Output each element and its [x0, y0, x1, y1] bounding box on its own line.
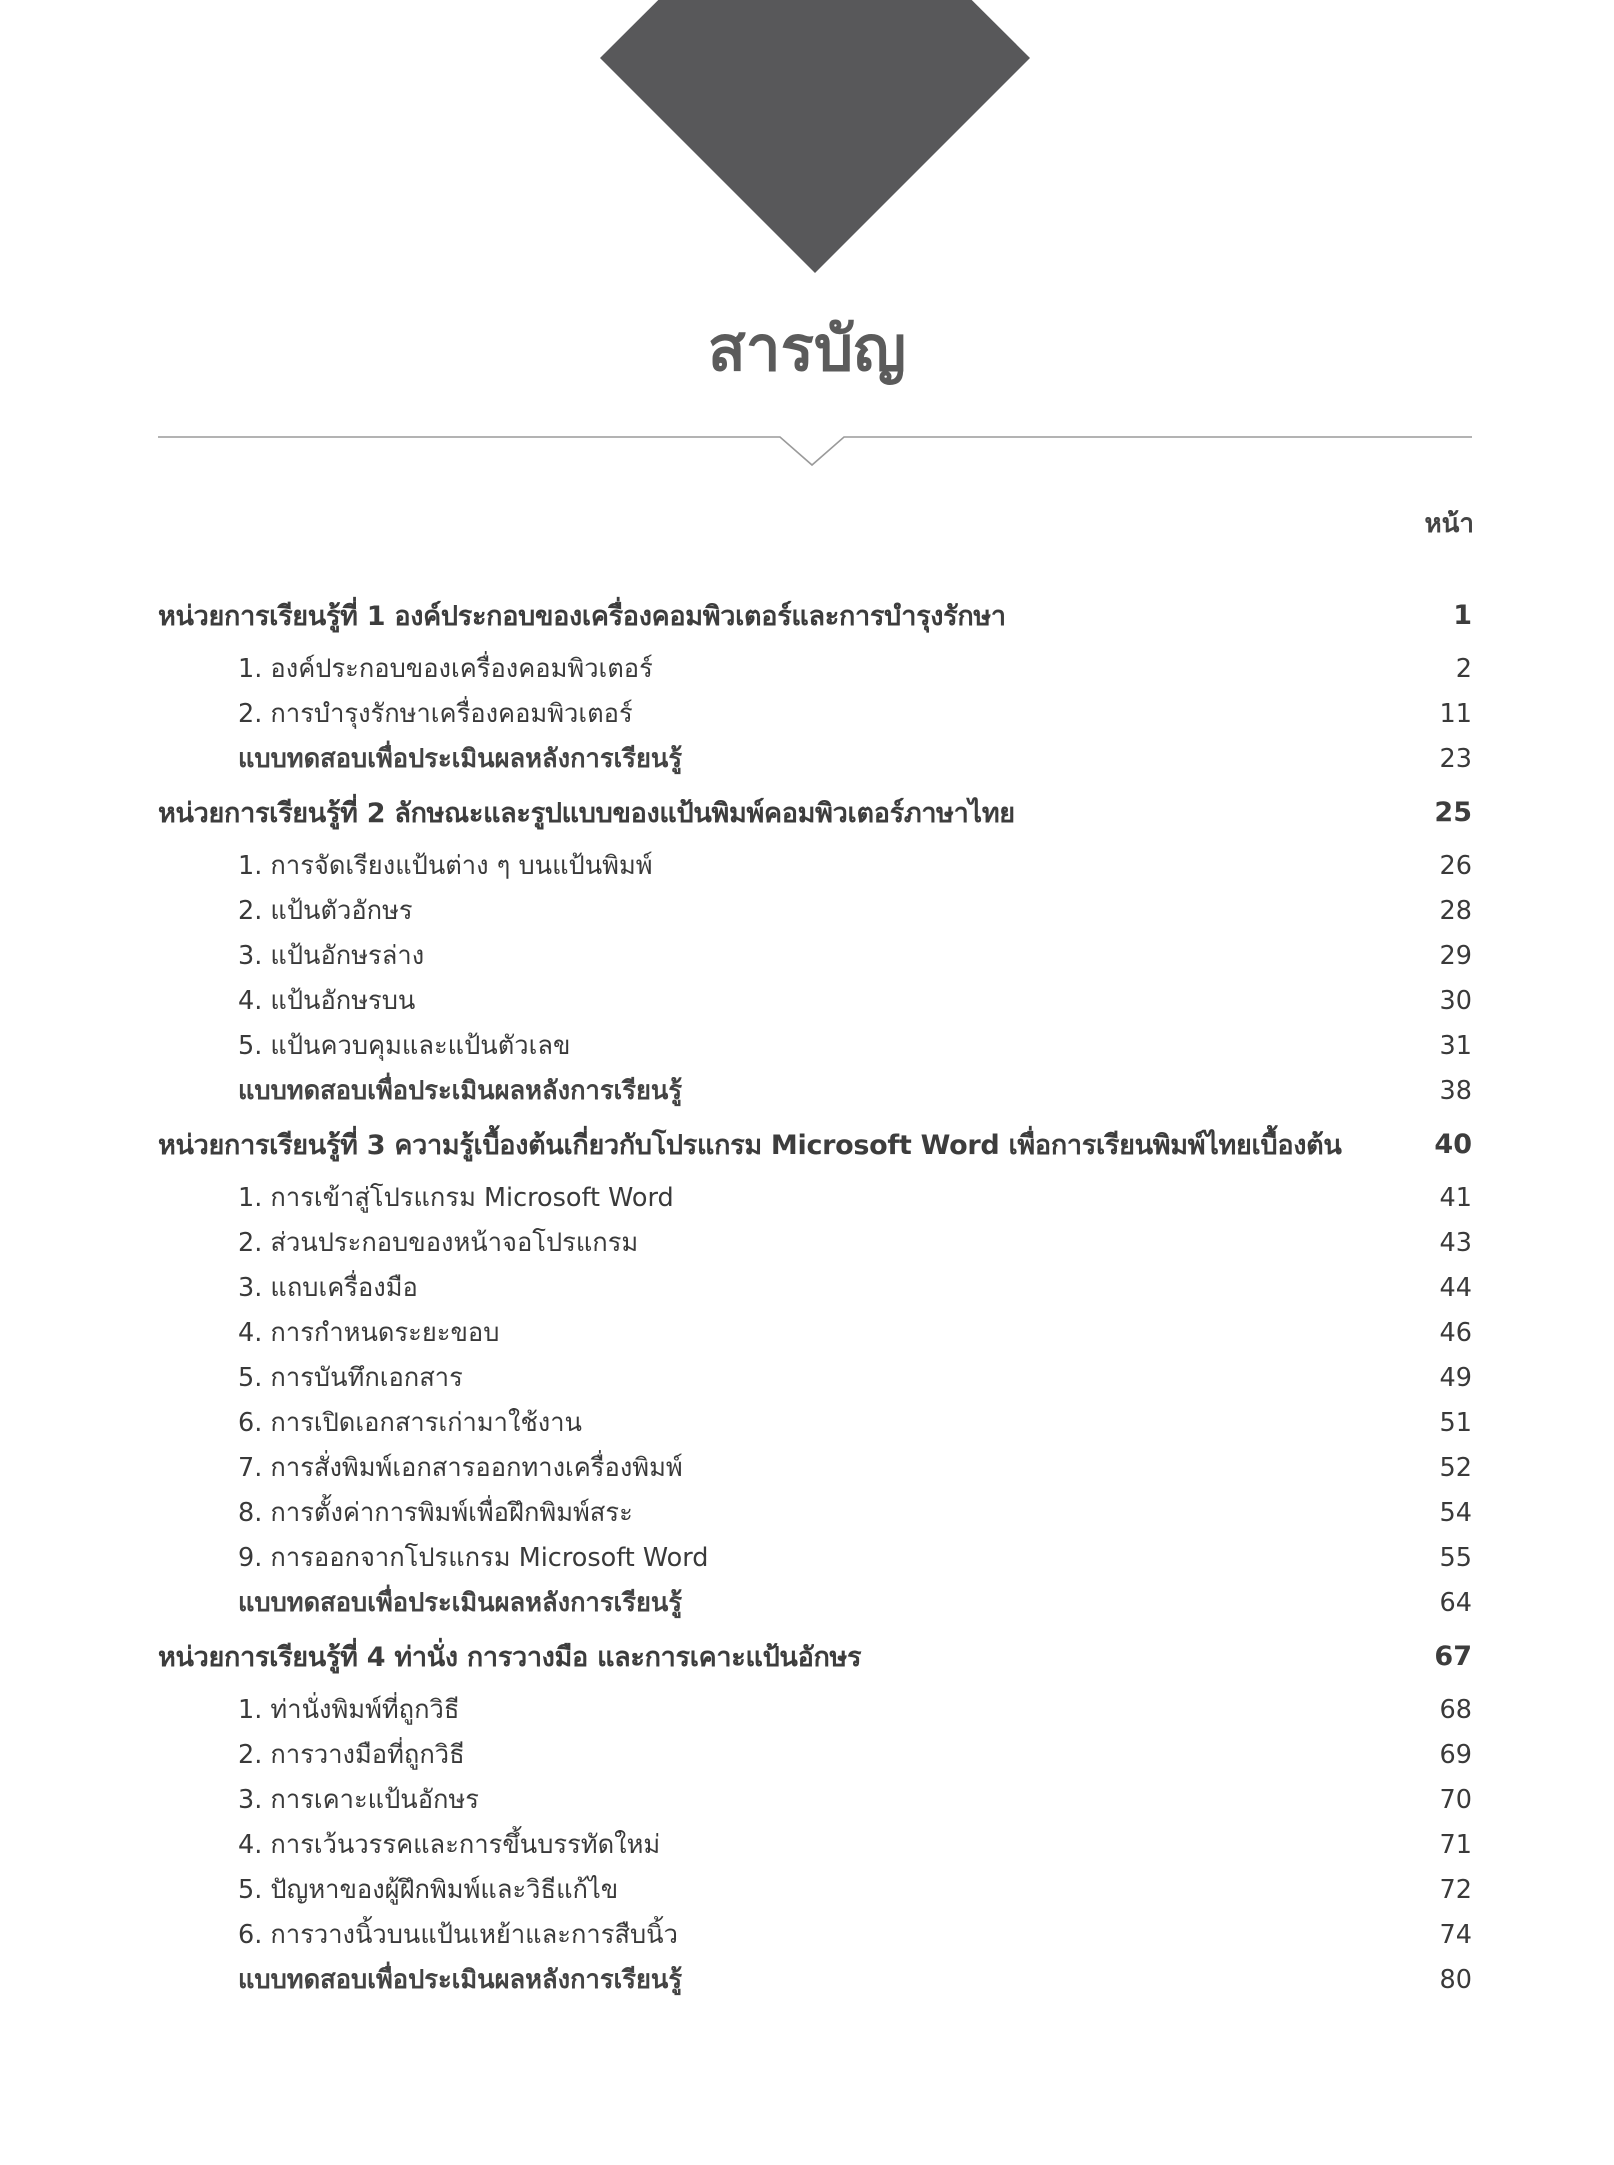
toc-entry-page-number: 51 [1439, 1407, 1472, 1438]
title-divider-with-notch [0, 420, 1614, 480]
toc-unit-title: หน่วยการเรียนรู้ที่ 1 องค์ประกอบของเครื่องคอมพิวเตอร์และการบำรุงรักษา [158, 600, 1006, 632]
toc-unit-heading-row [158, 584, 1472, 646]
toc-entry-title: 2. แป้นตัวอักษร [238, 895, 413, 926]
toc-entry-row [158, 933, 1472, 978]
toc-entry-row [158, 1445, 1472, 1490]
toc-entry-row [158, 1912, 1472, 1957]
toc-entry-row [158, 1777, 1472, 1822]
toc-assessment-title: แบบทดสอบเพื่อประเมินผลหลังการเรียนรู้ [238, 743, 683, 774]
toc-unit-page-number: 40 [1434, 1128, 1472, 1160]
page-title: สารบัญ [707, 312, 907, 385]
toc-entry-page-number: 74 [1439, 1919, 1472, 1950]
toc-entry-title: 2. การวางมือที่ถูกวิธี [238, 1739, 465, 1770]
toc-entry-title: 2. การบำรุงรักษาเครื่องคอมพิวเตอร์ [238, 698, 633, 729]
toc-entry-title: 5. แป้นควบคุมและแป้นตัวเลข [238, 1030, 571, 1061]
toc-entry-page-number: 41 [1439, 1182, 1472, 1213]
toc-entry-page-number: 69 [1439, 1739, 1472, 1770]
toc-entry-row [158, 1687, 1472, 1732]
toc-unit-title: หน่วยการเรียนรู้ที่ 4 ท่านั่ง การวางมือ และการเคาะแป้นอักษร [158, 1641, 862, 1673]
toc-entry-page-number: 68 [1439, 1694, 1472, 1725]
toc-entry-page-number: 72 [1439, 1874, 1472, 1905]
toc-entry-title: 6. การเปิดเอกสารเก่ามาใช้งาน [238, 1407, 582, 1438]
toc-entry-title: 1. การเข้าสู่โปรแกรม Microsoft Word [238, 1182, 674, 1213]
toc-entry-page-number: 70 [1439, 1784, 1472, 1815]
toc-unit-1 [158, 584, 1472, 781]
toc-entry-row [158, 1310, 1472, 1355]
table-of-contents [158, 584, 1472, 2002]
toc-entry-page-number: 43 [1439, 1227, 1472, 1258]
toc-entry-page-number: 23 [1439, 743, 1472, 774]
toc-entry-title: 2. ส่วนประกอบของหน้าจอโปรแกรม [238, 1227, 639, 1258]
toc-entry-page-number: 80 [1439, 1964, 1472, 1995]
toc-entry-title: 3. แถบเครื่องมือ [238, 1272, 418, 1303]
toc-entry-title: 3. แป้นอักษรล่าง [238, 940, 425, 971]
toc-entry-row [158, 978, 1472, 1023]
toc-entry-page-number: 30 [1439, 985, 1472, 1016]
toc-unit-heading-row [158, 1113, 1472, 1175]
toc-entry-row [158, 691, 1472, 736]
toc-entry-title: 9. การออกจากโปรแกรม Microsoft Word [238, 1542, 709, 1573]
toc-assessment-row [158, 1068, 1472, 1113]
toc-entry-title: 7. การสั่งพิมพ์เอกสารออกทางเครื่องพิมพ์ [238, 1452, 683, 1483]
toc-unit-page-number: 67 [1434, 1640, 1472, 1672]
toc-entry-page-number: 46 [1439, 1317, 1472, 1348]
toc-entry-title: 1. ท่านั่งพิมพ์ที่ถูกวิธี [238, 1694, 460, 1725]
decorative-diamond-shape [0, 0, 1614, 280]
toc-entry-page-number: 29 [1439, 940, 1472, 971]
toc-entry-page-number: 52 [1439, 1452, 1472, 1483]
toc-entry-row [158, 1822, 1472, 1867]
toc-entry-page-number: 31 [1439, 1030, 1472, 1061]
toc-entry-row [158, 1265, 1472, 1310]
toc-entry-page-number: 11 [1439, 698, 1472, 729]
toc-unit-title: หน่วยการเรียนรู้ที่ 3 ความรู้เบื้องต้นเกี่ยวกับโปรแกรม Microsoft Word เพื่อการเรียนพิมพ์ไทยเบื้องต้น [158, 1129, 1342, 1161]
toc-entry-row [158, 1867, 1472, 1912]
toc-entry-row [158, 1400, 1472, 1445]
toc-assessment-row [158, 736, 1472, 781]
toc-entry-row [158, 888, 1472, 933]
toc-entry-page-number: 2 [1455, 653, 1472, 684]
toc-entry-title: 4. การเว้นวรรคและการขึ้นบรรทัดใหม่ [238, 1829, 661, 1860]
toc-entry-title: 4. การกำหนดระยะขอบ [238, 1317, 500, 1348]
toc-entry-row [158, 843, 1472, 888]
toc-entry-row [158, 1175, 1472, 1220]
toc-entry-page-number: 55 [1439, 1542, 1472, 1573]
toc-entry-row [158, 1535, 1472, 1580]
toc-unit-4 [158, 1625, 1472, 2002]
toc-assessment-title: แบบทดสอบเพื่อประเมินผลหลังการเรียนรู้ [238, 1964, 683, 1995]
toc-assessment-row [158, 1580, 1472, 1625]
toc-entry-page-number: 54 [1439, 1497, 1472, 1528]
toc-unit-heading-row [158, 781, 1472, 843]
toc-entry-row [158, 1023, 1472, 1068]
toc-unit-page-number: 25 [1434, 796, 1472, 828]
toc-entry-page-number: 28 [1439, 895, 1472, 926]
toc-entry-page-number: 64 [1439, 1587, 1472, 1618]
toc-entry-title: 5. การบันทึกเอกสาร [238, 1362, 463, 1393]
toc-entry-title: 4. แป้นอักษรบน [238, 985, 416, 1016]
toc-entry-row [158, 1732, 1472, 1777]
page-column-label: หน้า [1424, 509, 1474, 539]
toc-entry-page-number: 44 [1439, 1272, 1472, 1303]
toc-entry-title: 8. การตั้งค่าการพิมพ์เพื่อฝึกพิมพ์สระ [238, 1497, 633, 1528]
toc-unit-title: หน่วยการเรียนรู้ที่ 2 ลักษณะและรูปแบบของแป้นพิมพ์คอมพิวเตอร์ภาษาไทย [158, 797, 1015, 829]
toc-assessment-title: แบบทดสอบเพื่อประเมินผลหลังการเรียนรู้ [238, 1075, 683, 1106]
toc-entry-title: 5. ปัญหาของผู้ฝึกพิมพ์และวิธีแก้ไข [238, 1874, 619, 1905]
toc-assessment-row [158, 1957, 1472, 2002]
toc-entry-page-number: 49 [1439, 1362, 1472, 1393]
toc-unit-3 [158, 1113, 1472, 1625]
toc-entry-row [158, 1220, 1472, 1265]
toc-assessment-title: แบบทดสอบเพื่อประเมินผลหลังการเรียนรู้ [238, 1587, 683, 1618]
toc-entry-row [158, 1490, 1472, 1535]
toc-unit-heading-row [158, 1625, 1472, 1687]
toc-entry-title: 1. การจัดเรียงแป้นต่าง ๆ บนแป้นพิมพ์ [238, 850, 653, 881]
toc-entry-title: 1. องค์ประกอบของเครื่องคอมพิวเตอร์ [238, 653, 653, 684]
toc-entry-row [158, 1355, 1472, 1400]
toc-entry-title: 3. การเคาะแป้นอักษร [238, 1784, 479, 1815]
toc-entry-page-number: 26 [1439, 850, 1472, 881]
toc-unit-2 [158, 781, 1472, 1113]
toc-entry-row [158, 646, 1472, 691]
toc-entry-page-number: 71 [1439, 1829, 1472, 1860]
toc-unit-page-number: 1 [1453, 599, 1472, 631]
toc-entry-page-number: 38 [1439, 1075, 1472, 1106]
toc-entry-title: 6. การวางนิ้วบนแป้นเหย้าและการสืบนิ้ว [238, 1919, 678, 1950]
